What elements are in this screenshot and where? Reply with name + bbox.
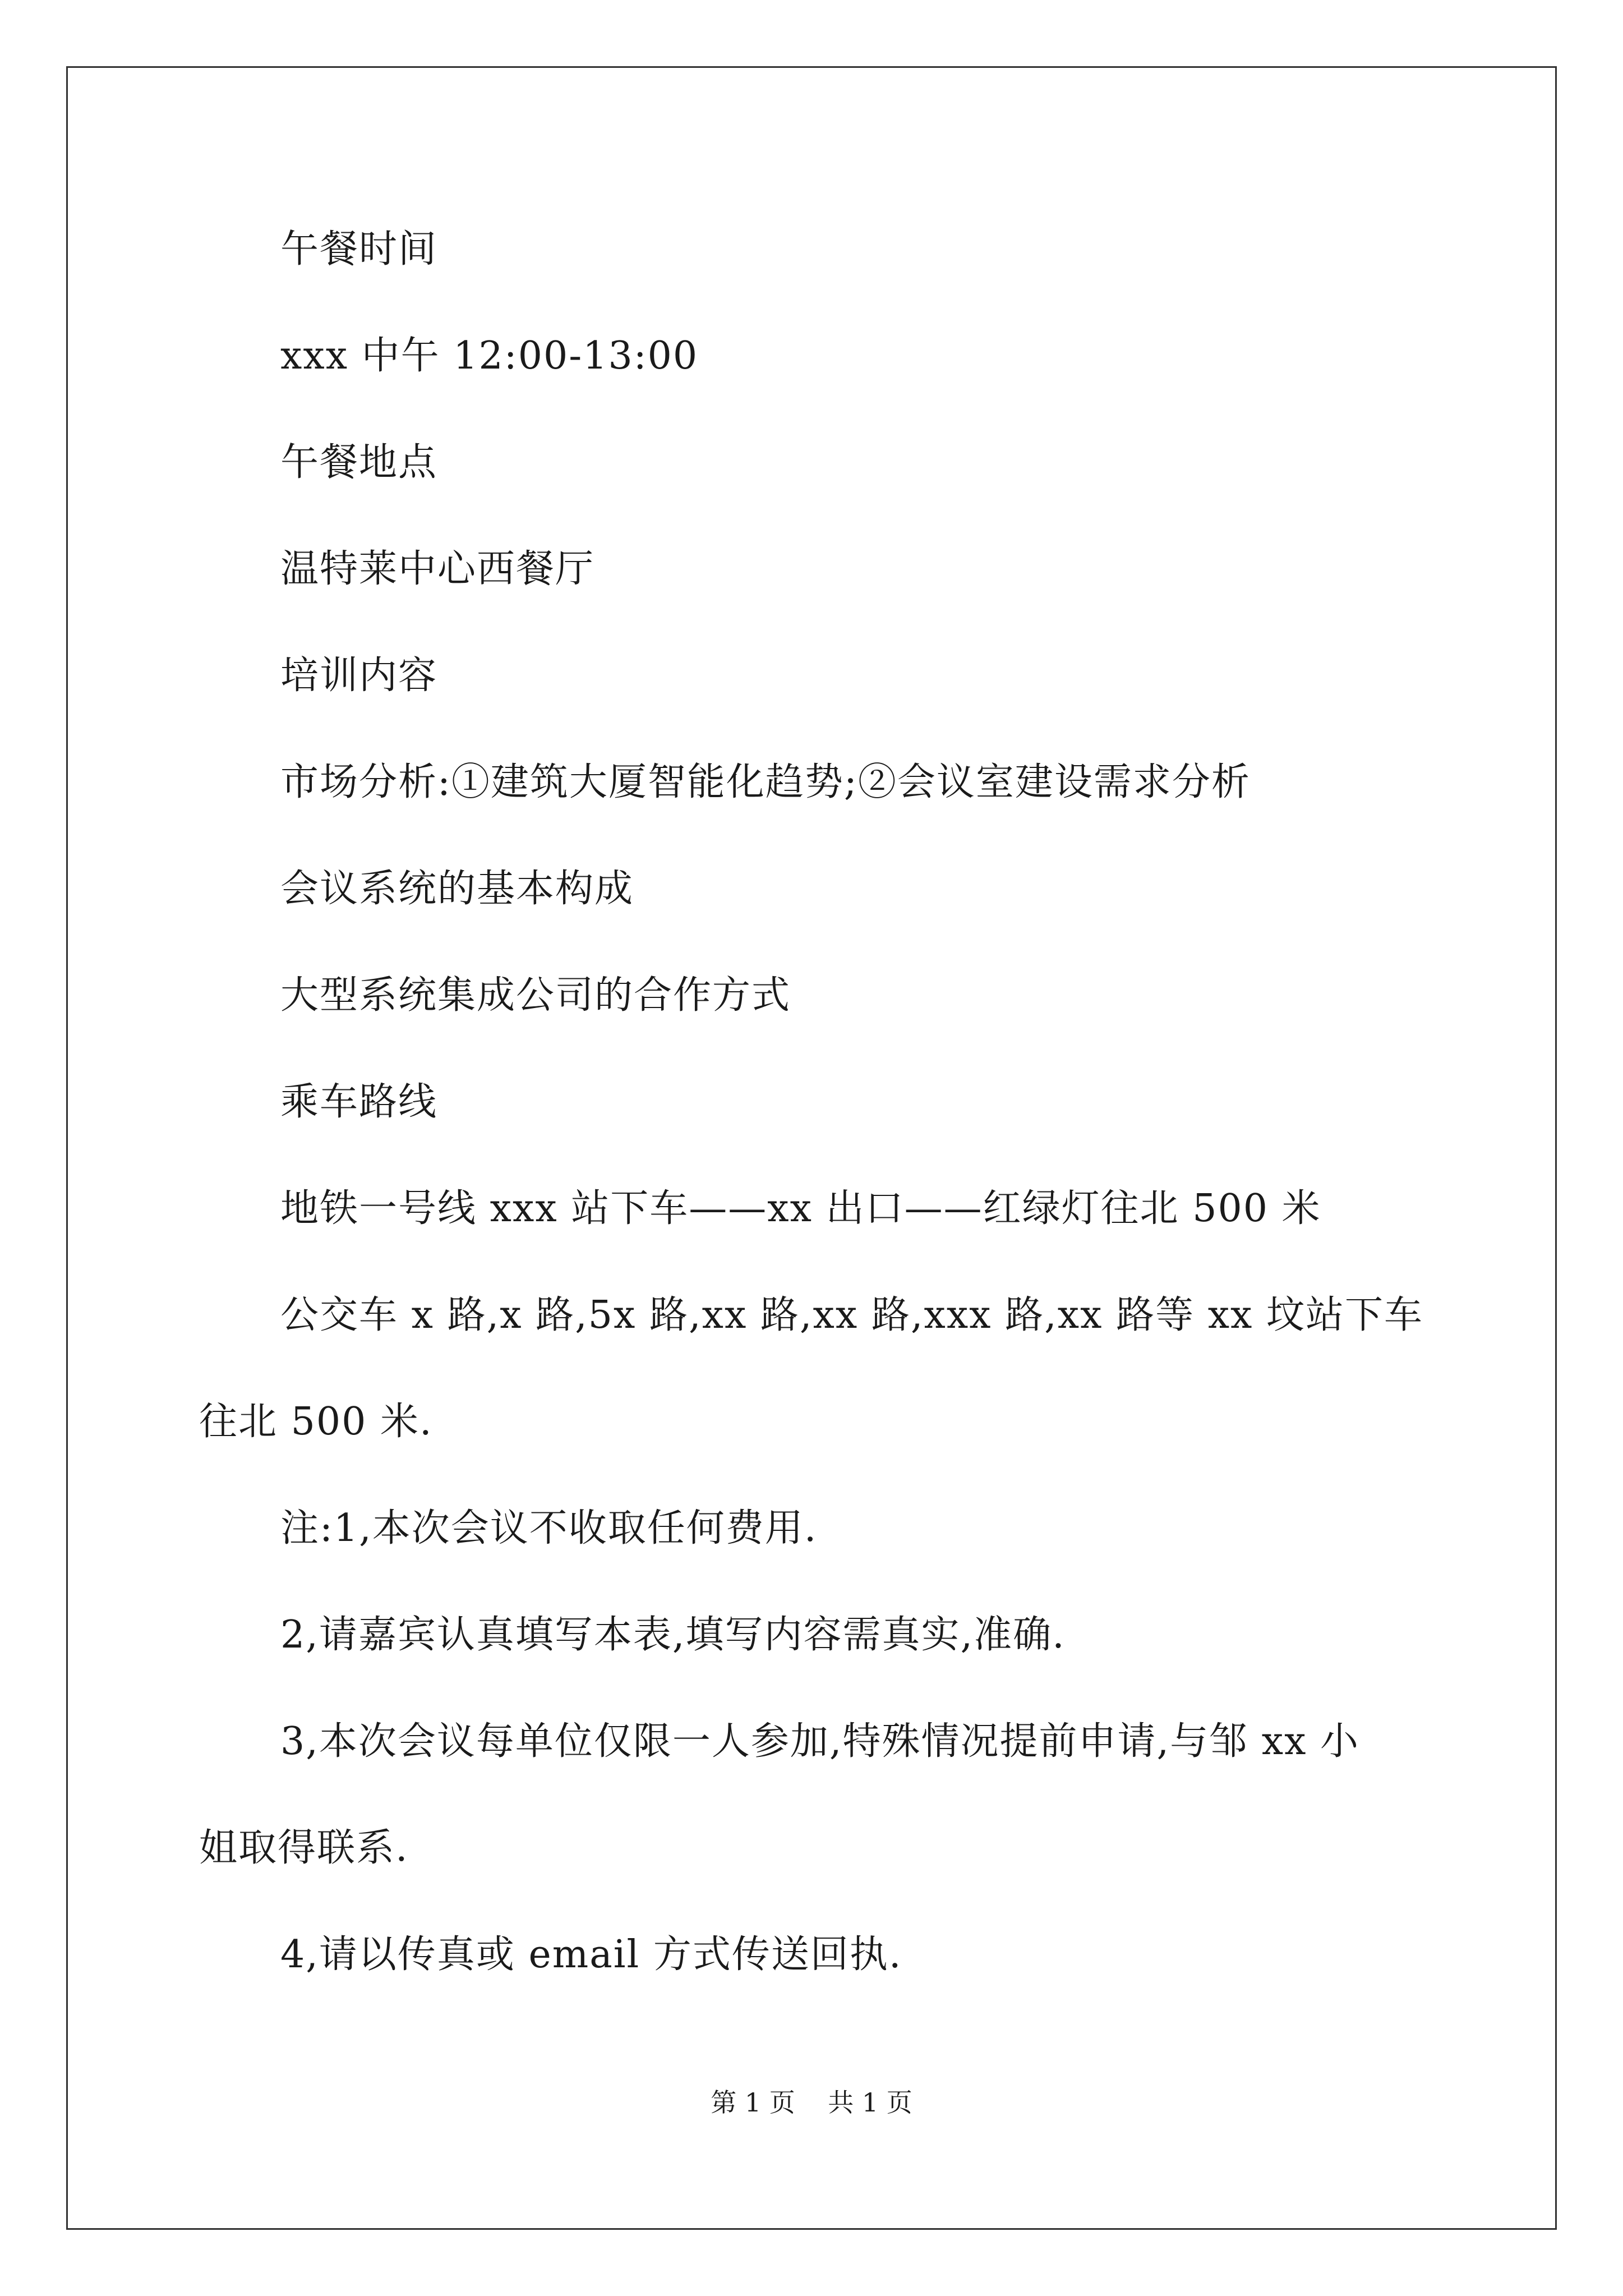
training-item-market-analysis: 市场分析:①建筑大厦智能化趋势;②会议室建设需求分析 bbox=[280, 760, 1251, 804]
lunch-location-heading: 午餐地点 bbox=[280, 440, 438, 485]
note-1: 注:1,本次会议不收取任何费用. bbox=[280, 1506, 818, 1550]
training-item-cooperation: 大型系统集成公司的合作方式 bbox=[280, 973, 791, 1018]
lunch-time-value: xxx 中午 12:00-13:00 bbox=[280, 334, 699, 378]
route-bus-continued: 往北 500 米. bbox=[199, 1400, 433, 1444]
page-number-footer: 第 1 页 共 1 页 bbox=[711, 2087, 912, 2118]
note-3: 3,本次会议每单位仅限一人参加,特殊情况提前申请,与邹 xx 小 bbox=[280, 1719, 1360, 1764]
note-4: 4,请以传真或 email 方式传送回执. bbox=[280, 1932, 902, 1977]
training-item-system-composition: 会议系统的基本构成 bbox=[280, 867, 634, 911]
note-2: 2,请嘉宾认真填写本表,填写内容需真实,准确. bbox=[280, 1613, 1066, 1657]
route-subway: 地铁一号线 xxx 站下车——xx 出口——红绿灯往北 500 米 bbox=[280, 1186, 1321, 1231]
route-heading: 乘车路线 bbox=[280, 1080, 438, 1124]
lunch-time-heading: 午餐时间 bbox=[280, 227, 438, 272]
route-bus: 公交车 x 路,x 路,5x 路,xx 路,xx 路,xxx 路,xx 路等 xx 坟站下车 bbox=[280, 1293, 1424, 1337]
lunch-location-value: 温特莱中心西餐厅 bbox=[280, 547, 595, 591]
training-content-heading: 培训内容 bbox=[280, 654, 438, 698]
note-3-continued: 姐取得联系. bbox=[199, 1826, 409, 1870]
